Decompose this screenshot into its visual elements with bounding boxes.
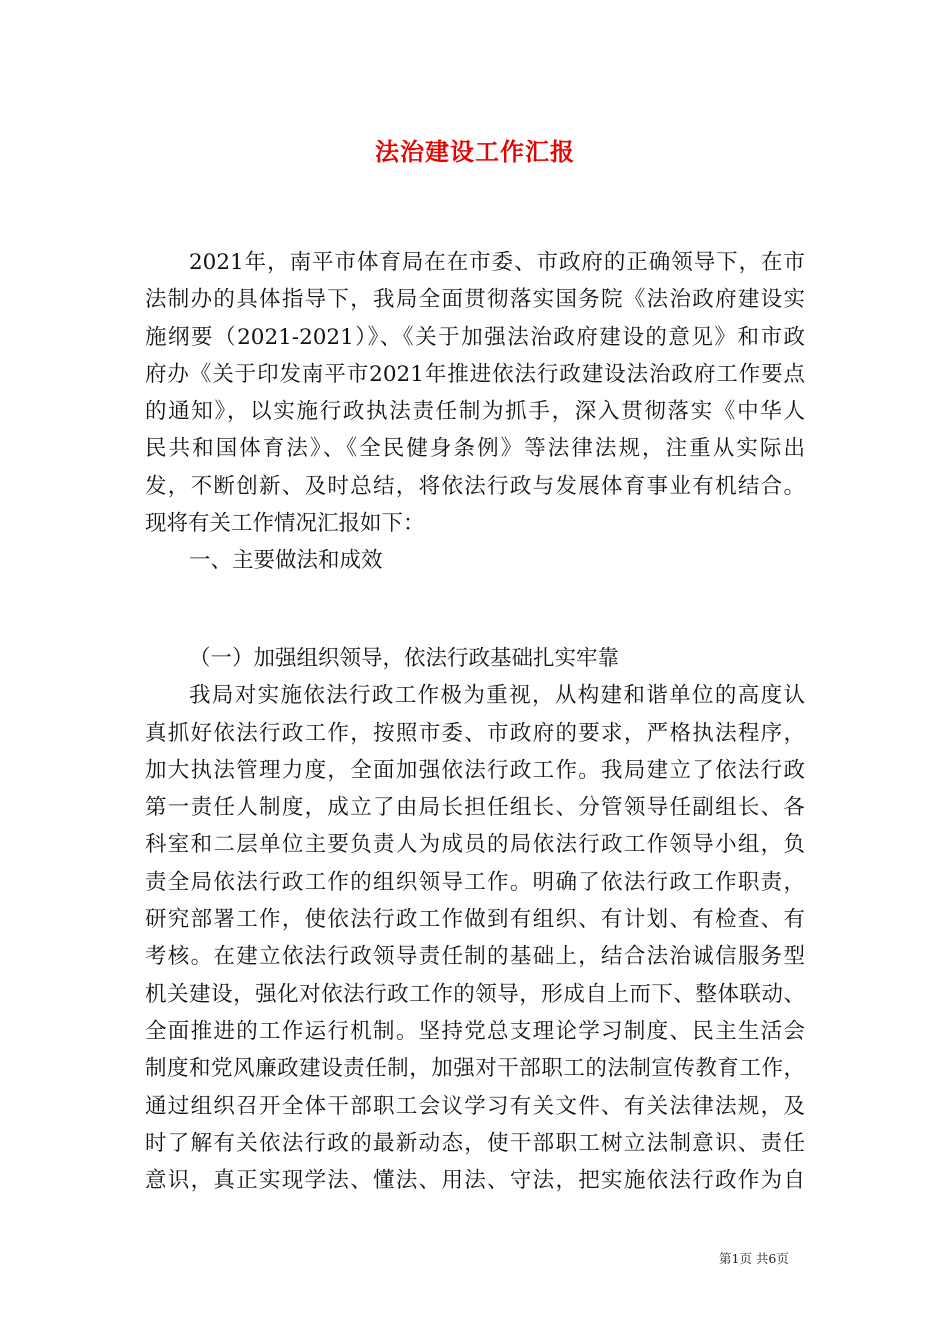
text-line: 施纲要（2021-2021）》、《关于加强法治政府建设的意见》和市政	[145, 324, 805, 350]
section-one-body	[145, 640, 805, 1199]
text-line: 考核。在建立依法行政领导责任制的基础上，结合法治诚信服务型	[145, 944, 805, 970]
text-line: 意识，真正实现学法、懂法、用法、守法，把实施依法行政作为自	[145, 1168, 805, 1194]
text-line: 机关建设，强化对依法行政工作的领导，形成自上而下、整体联动、	[145, 981, 805, 1007]
text-line: 法制办的具体指导下，我局全面贯彻落实国务院《法治政府建设实	[145, 287, 805, 313]
text-line: 我局对实施依法行政工作极为重视，从构建和谐单位的高度认	[189, 683, 805, 709]
text-line: （一）加强组织领导，依法行政基础扎实牢靠	[189, 646, 620, 671]
text-line: 府办《关于印发南平市2021年推进依法行政建设法治政府工作要点	[145, 361, 805, 387]
text-line: 研究部署工作，使依法行政工作做到有组织、有计划、有检查、有	[145, 907, 805, 933]
text-line: 真抓好依法行政工作，按照市委、市政府的要求，严格执法程序，	[145, 720, 805, 746]
text-line: 2021年，南平市体育局在在市委、市政府的正确领导下，在市	[189, 250, 805, 275]
text-line: 时了解有关依法行政的最新动态，使干部职工树立法制意识、责任	[145, 1130, 805, 1156]
text-line: 责全局依法行政工作的组织领导工作。明确了依法行政工作职责，	[145, 869, 805, 895]
text-line: 现将有关工作情况汇报如下：	[145, 511, 425, 537]
text-line: 通过组织召开全体干部职工会议学习有关文件、有关法律法规，及	[145, 1093, 805, 1119]
text-line: 第一责任人制度，成立了由局长担任组长、分管领导任副组长、各	[145, 795, 805, 821]
intro-paragraph	[145, 244, 805, 580]
text-line: 制度和党风廉政建设责任制，加强对干部职工的法制宣传教育工作，	[145, 1056, 805, 1082]
text-line: 科室和二层单位主要负责人为成员的局依法行政工作领导小组，负	[145, 832, 805, 858]
page-number: 第1页 共6页	[719, 1251, 789, 1266]
text-line: 发，不断创新、及时总结，将依法行政与发展体育事业有机结合。	[145, 473, 805, 499]
document-title: 法治建设工作汇报	[375, 137, 575, 166]
text-line: 民共和国体育法》、《全民健身条例》等法律法规，注重从实际出	[145, 436, 805, 462]
text-line: 全面推进的工作运行机制。坚持党总支理论学习制度、民主生活会	[145, 1018, 805, 1044]
text-line: 一、主要做法和成效	[189, 548, 383, 574]
text-line: 加大执法管理力度，全面加强依法行政工作。我局建立了依法行政	[145, 757, 805, 783]
text-line: 的通知》，以实施行政执法责任制为抓手，深入贯彻落实《中华人	[145, 399, 805, 425]
